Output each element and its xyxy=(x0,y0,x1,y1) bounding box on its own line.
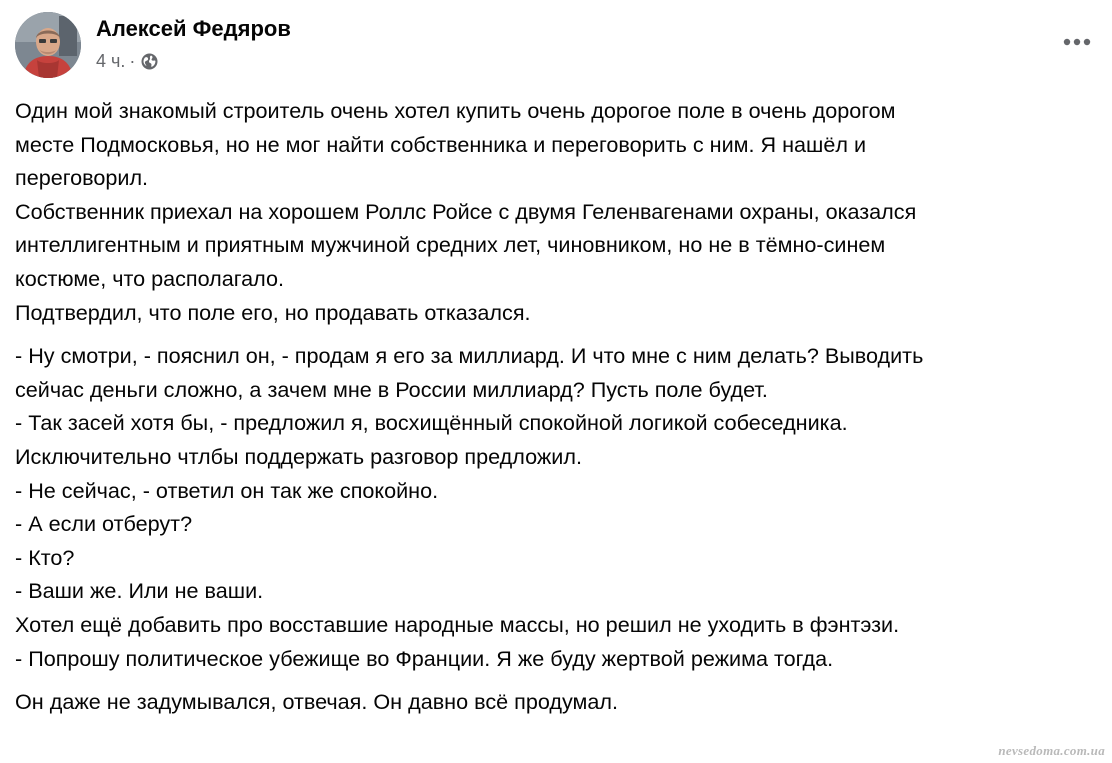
text-line: - Ваши же. Или не ваши. xyxy=(15,578,264,604)
author-name[interactable]: Алексей Федяров xyxy=(96,16,291,41)
more-options-button[interactable] xyxy=(1057,28,1097,56)
more-horizontal-icon xyxy=(1063,38,1091,46)
text-line: сейчас деньги сложно, а зачем мне в России миллиард? Пусть поле будет. xyxy=(15,376,768,402)
site-watermark: nevsedoma.com.ua xyxy=(998,743,1105,758)
text-line: Исключительно чтлбы поддержать разговор предложил. xyxy=(15,443,582,469)
text-line: - Ну смотри, - пояснил он, - продам я его за миллиард. И что мне с ним делать? Выводить xyxy=(15,343,924,369)
text-line: Он даже не задумывался, отвечая. Он давно всё продумал. xyxy=(15,689,618,715)
text-line: Подтвердил, что поле его, но продавать отказался. xyxy=(15,299,531,325)
text-line: - Попрошу политическое убежище во Франции. Я же буду жертвой режима тогда. xyxy=(15,645,834,671)
post-body xyxy=(15,94,1105,719)
avatar-photo xyxy=(15,12,81,78)
post-paragraph-1 xyxy=(15,94,1105,329)
globe-icon[interactable] xyxy=(140,52,159,71)
text-line: переговорил. xyxy=(15,165,149,191)
text-line: костюме, что располагало. xyxy=(15,265,285,291)
post-time[interactable]: 4 ч. xyxy=(96,51,126,71)
post-header xyxy=(15,12,1097,82)
text-line: - Не сейчас, - ответил он так же спокойно. xyxy=(15,477,439,503)
text-line: - А если отберут? xyxy=(15,511,193,537)
post-meta xyxy=(96,51,159,72)
text-line: Собственник приехал на хорошем Роллс Ройсе с двумя Геленвагенами охраны, оказался xyxy=(15,198,917,224)
meta-separator: · xyxy=(129,51,136,71)
post-paragraph-2 xyxy=(15,339,1105,675)
text-line: - Так засей хотя бы, - предложил я, восхищённый спокойной логикой собеседника. xyxy=(15,410,848,436)
author-avatar[interactable] xyxy=(15,12,81,78)
post-paragraph-3 xyxy=(15,685,1105,719)
text-line: Один мой знакомый строитель очень хотел купить очень дорогое поле в очень дорогом xyxy=(15,98,896,123)
text-line: Хотел ещё добавить про восставшие народные массы, но решил не уходить в фэнтэзи. xyxy=(15,611,900,637)
text-line: месте Подмосковья, но не мог найти собственника и переговорить с ним. Я нашёл и xyxy=(15,131,867,157)
text-line: - Кто? xyxy=(15,544,75,570)
text-line: интеллигентным и приятным мужчиной средних лет, чиновником, но не в тёмно-синем xyxy=(15,232,886,258)
